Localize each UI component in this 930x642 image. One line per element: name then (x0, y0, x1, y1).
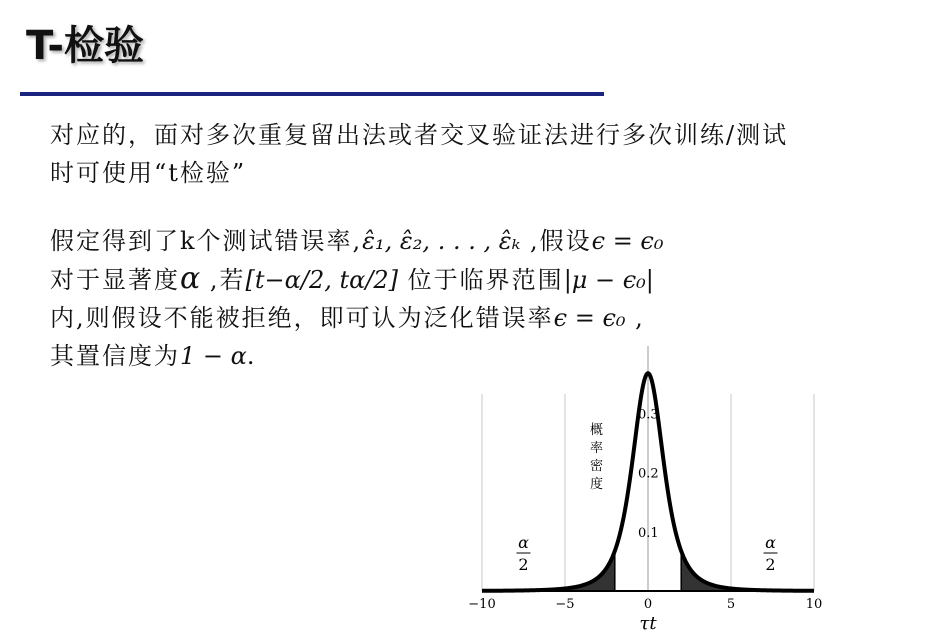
title-underline (20, 92, 604, 96)
y-axis-label: 概率密度 (590, 423, 604, 492)
tail-label-numerator: α (765, 533, 776, 552)
slide-title: T-检验 (26, 23, 145, 69)
intro-line-1: 对应的，面对多次重复留出法或者交叉验证法进行多次训练/测试 (50, 121, 789, 149)
left-tail-region (482, 551, 615, 591)
hypothesis-line-1 (50, 222, 664, 260)
tail-label-denominator: 2 (518, 555, 529, 574)
hypothesis-line-3 (50, 299, 664, 337)
x-tick-label: 5 (726, 597, 736, 612)
y-tick-label: 0.1 (638, 525, 659, 541)
text-segment: , (625, 304, 645, 332)
text-segment: . (246, 342, 257, 370)
x-axis-label: τt (639, 613, 657, 634)
text-segment: ,若 (200, 266, 246, 294)
x-tick-label: 0 (643, 597, 653, 612)
math-alpha: α (180, 261, 201, 296)
math-error-rates: ε̂₁, ε̂₂, . . . , ε̂ₖ (362, 227, 521, 255)
text-segment: ,假设 (520, 227, 592, 255)
math-interval: [t−α/2, tα/2] (245, 266, 399, 294)
t-distribution-figure (462, 346, 822, 636)
y-tick-label: 0.3 (638, 407, 659, 423)
x-tick-labels (468, 597, 822, 612)
x-tick-label: −5 (555, 597, 575, 612)
y-tick-label: 0.2 (638, 466, 659, 482)
math-confidence: 1 − α (180, 342, 247, 370)
math-generalization: ϵ = ϵ₀ (553, 304, 626, 332)
tail-label-numerator: α (518, 533, 529, 552)
math-hypothesis: ϵ = ϵ₀ (591, 227, 664, 255)
intro-line-2: 时可使用“t检验” (50, 159, 247, 187)
text-segment: 假定得到了k个测试错误率, (50, 227, 363, 255)
hypothesis-line-2 (50, 260, 664, 299)
text-segment: 位于临界范围 (398, 266, 564, 294)
text-segment: 内,则假设不能被拒绝，即可认为泛化错误率 (50, 304, 554, 332)
math-critical-range: |μ − ϵ₀| (563, 266, 654, 294)
x-tick-label: −10 (468, 597, 496, 612)
text-segment: 对于显著度 (50, 266, 180, 294)
tail-label-denominator: 2 (765, 555, 776, 574)
right-tail-region (681, 551, 814, 591)
text-segment: 其置信度为 (50, 342, 180, 370)
intro-paragraph (50, 116, 788, 192)
x-tick-label: 10 (805, 597, 822, 612)
t-distribution-plot (462, 346, 822, 636)
